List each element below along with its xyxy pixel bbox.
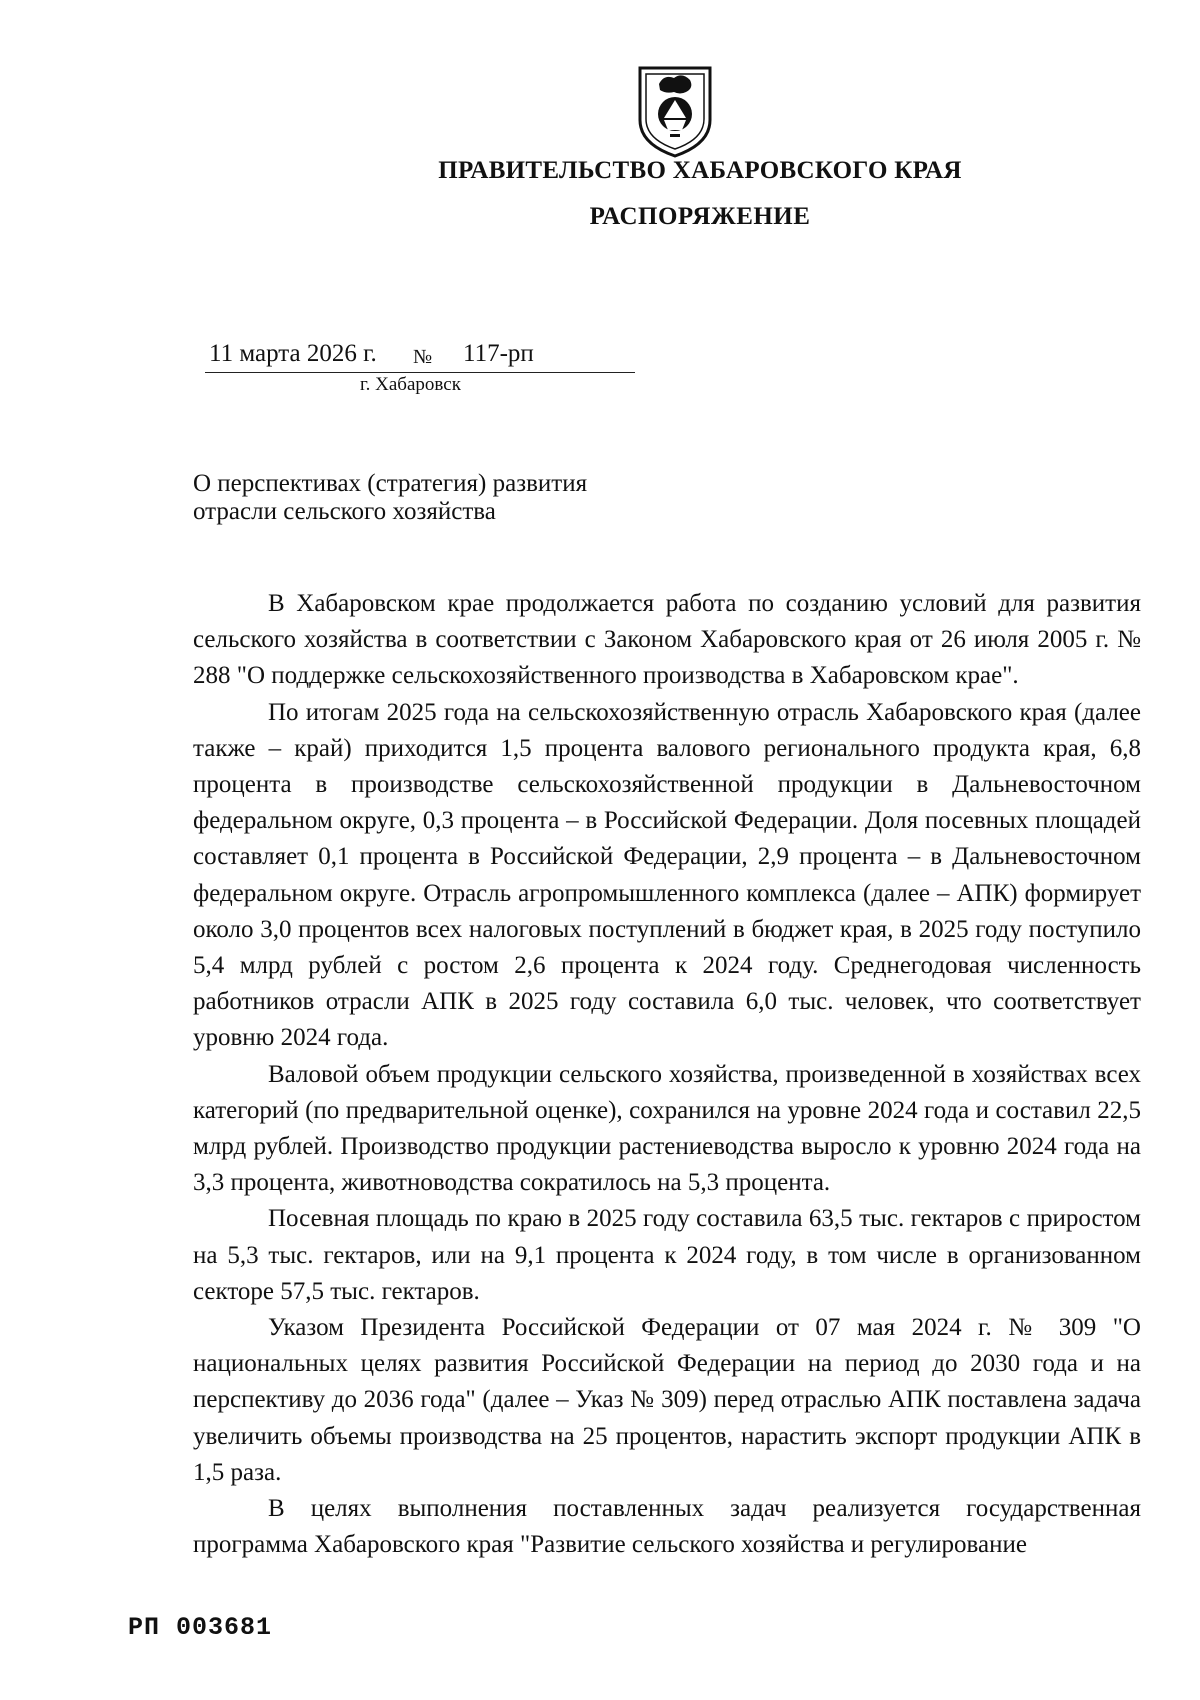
body-paragraph-4: Посевная площадь по краю в 2025 году составила 63,5 тыс. гектаров с приростом на 5,3 тыс. гектаров, или на 9,1 процента к 2024 году, в том числе в организованном секторе 57,5 тыс. гектаров. xyxy=(193,1205,1141,1305)
document-type-title: РАСПОРЯЖЕНИЕ xyxy=(589,203,811,230)
body-paragraph-1: В Хабаровском крае продолжается работа по созданию условий для развития сельского хозяйства в соответствии с Законом Хабаровского края от 26 июля 2005 г. № 288 "О поддержке сельскохозяйственного производства в Хабаровском крае". xyxy=(193,590,1141,690)
body-paragraph-5: Указом Президента Российской Федерации от 07 мая 2024 г. № 309 "О национальных целях развития Российской Федерации на период до 2030 года и на перспективу до 2036 года" (далее – Указ № 309) перед отраслью АПК поставлена задача увеличить объемы производства на 25 процентов, нарастить экспорт продукции АПК в 1,5 раза. xyxy=(193,1314,1141,1486)
number-sign: № xyxy=(413,346,433,368)
form-code: РП 003681 xyxy=(128,1613,273,1642)
subject-line-2: отрасли сельского хозяйства xyxy=(193,498,496,525)
body-paragraph-3: Валовой объем продукции сельского хозяйства, произведенной в хозяйствах всех категорий (по предварительной оценке), сохранился на уровне 2024 года и составил 22,5 млрд рублей. Производство продукции растениеводства выросло к уровню 2024 года на 3,3 процента, животноводства сократилось на 5,3 процента. xyxy=(193,1060,1141,1197)
document-body xyxy=(193,586,1141,1563)
registration-line xyxy=(205,340,635,374)
issue-city: г. Хабаровск xyxy=(360,374,461,395)
document-number: 117-рп xyxy=(463,340,534,367)
document-subject xyxy=(193,470,793,526)
document-date: 11 марта 2026 г. xyxy=(209,340,377,367)
organization-title: ПРАВИТЕЛЬСТВО ХАБАРОВСКОГО КРАЯ xyxy=(438,157,962,184)
registration-underline xyxy=(205,372,635,373)
body-paragraph-6: В целях выполнения поставленных задач реализуется государственная программа Хабаровского края "Развитие сельского хозяйства и регулирование xyxy=(193,1495,1141,1559)
body-paragraph-2: По итогам 2025 года на сельскохозяйственную отрасль Хабаровского края (далее также – край) приходится 1,5 процента валового регионального продукта края, 6,8 процента в производстве сельскохозяйственной продукции в Дальневосточном федеральном округе, 0,3 процента – в Российской Федерации. Доля посевных площадей составляет 0,1 процента в Российской Федерации, 2,9 процента – в Дальневосточном федеральном округе. Отрасль агропромышленного комплекса (далее – АПК) формирует около 3,0 процентов всех налоговых поступлений в бюджет края, в 2025 году поступило 5,4 млрд рублей с ростом 2,6 процента к 2024 году. Среднегодовая численность работников отрасли АПК в 2025 году составила 6,0 тыс. человек, что соответствует уровню 2024 года. xyxy=(193,698,1141,1052)
coat-of-arms-icon xyxy=(634,62,716,160)
subject-line-1: О перспективах (стратегия) развития xyxy=(193,470,588,497)
